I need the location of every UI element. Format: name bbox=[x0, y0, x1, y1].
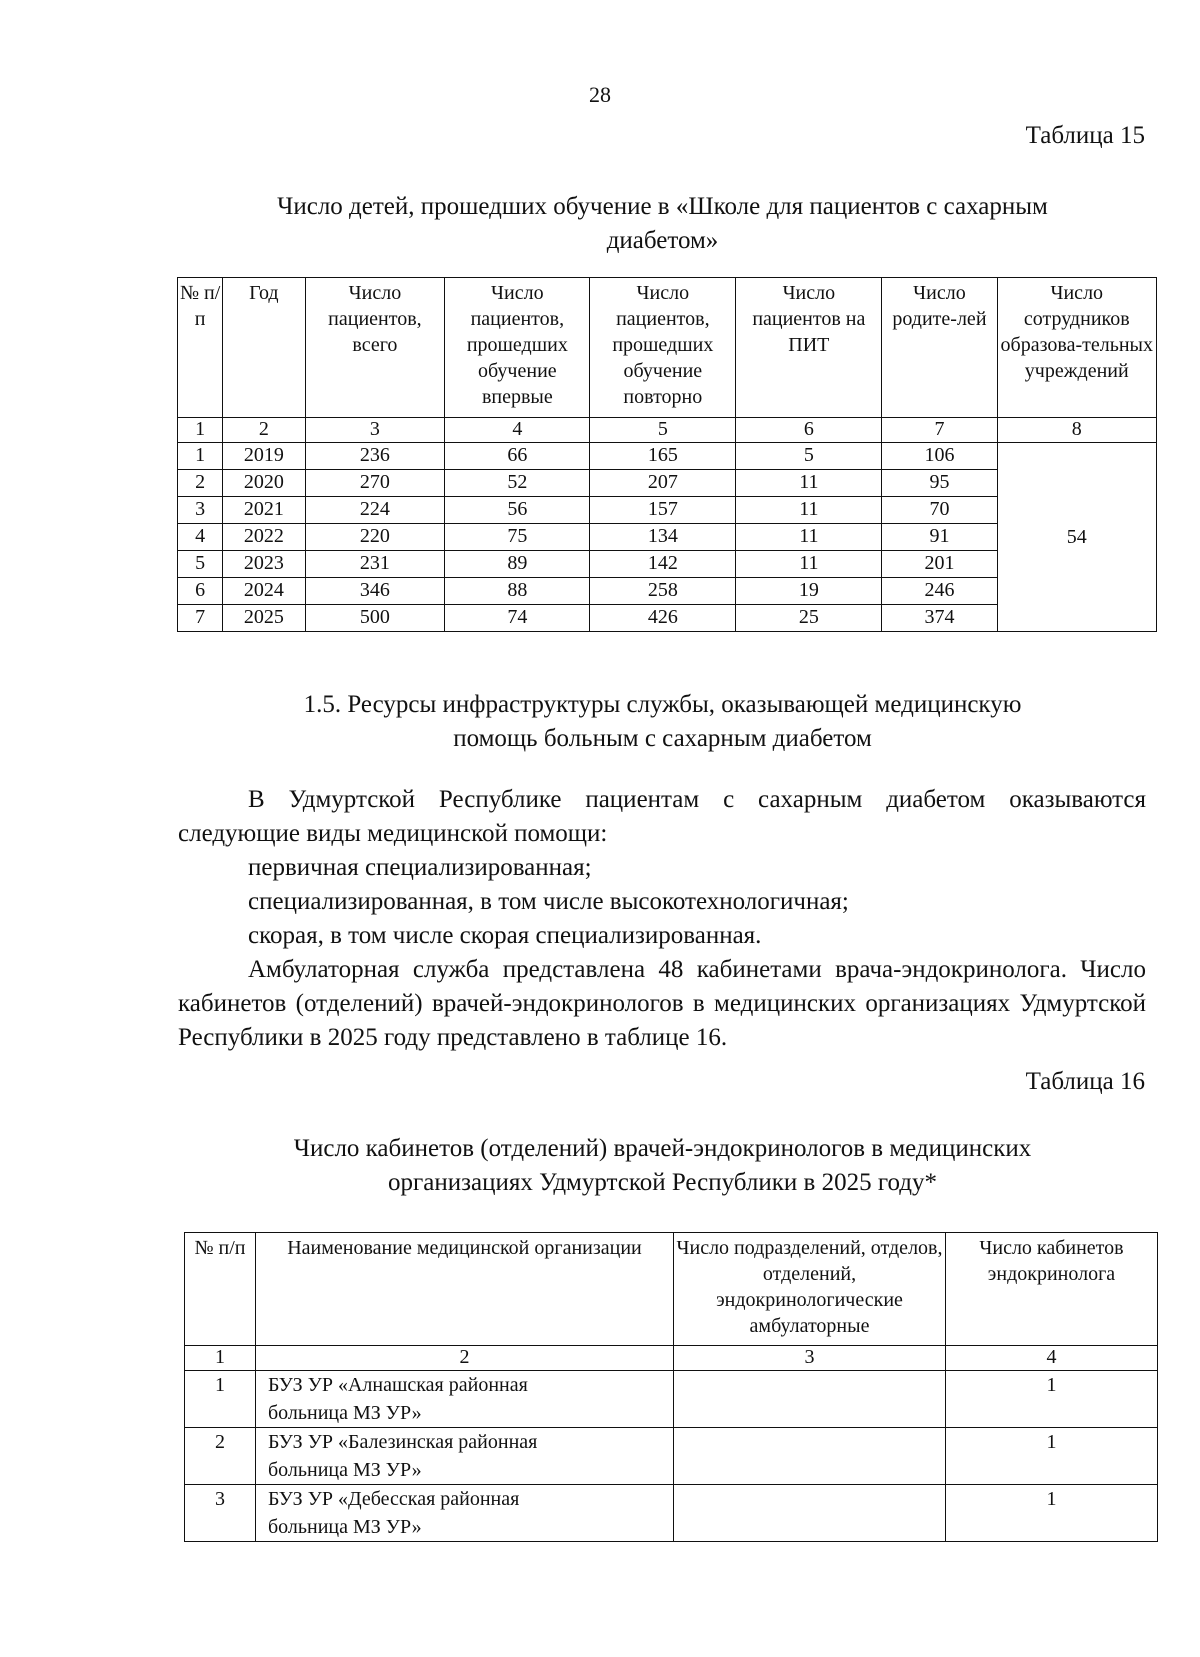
table-row bbox=[185, 1428, 1158, 1485]
table16-header-row bbox=[185, 1233, 1158, 1346]
table15-colnum: 1 bbox=[178, 418, 223, 443]
table15-cell: 142 bbox=[590, 551, 736, 578]
table15-cell: 224 bbox=[305, 497, 445, 524]
table16-colnum: 4 bbox=[946, 1346, 1158, 1371]
table16-header-org: Наименование медицинской организации bbox=[256, 1233, 674, 1346]
section-title-line2: помощь больным с сахарным диабетом bbox=[453, 725, 872, 752]
table15-cell: 5 bbox=[178, 551, 223, 578]
table15-cell: 246 bbox=[882, 578, 997, 605]
table15-cell: 231 bbox=[305, 551, 445, 578]
table15-header-staff: Число сотрудников образова-тельных учреждений bbox=[997, 278, 1156, 418]
table16-num-cell: 3 bbox=[185, 1485, 256, 1542]
table15-cell: 19 bbox=[736, 578, 882, 605]
table15-cell: 70 bbox=[882, 497, 997, 524]
table15-cell: 2023 bbox=[223, 551, 305, 578]
table15-header-total: Число пациентов, всего bbox=[305, 278, 445, 418]
table15-cell: 165 bbox=[590, 443, 736, 470]
page-number: 28 bbox=[589, 82, 611, 107]
table15-cell: 258 bbox=[590, 578, 736, 605]
table15-colnum: 3 bbox=[305, 418, 445, 443]
table15-cell: 66 bbox=[445, 443, 590, 470]
table15-cell: 56 bbox=[445, 497, 590, 524]
table15-cell: 2019 bbox=[223, 443, 305, 470]
org-name-line1: БУЗ УР «Дебесская районная bbox=[268, 1488, 520, 1510]
org-name-line1: БУЗ УР «Балезинская районная bbox=[268, 1431, 538, 1453]
table15-cell: 5 bbox=[736, 443, 882, 470]
table15-cell: 236 bbox=[305, 443, 445, 470]
list-item: первичная специализированная; bbox=[248, 854, 592, 881]
table15-colnum: 2 bbox=[223, 418, 305, 443]
table15-cell: 2022 bbox=[223, 524, 305, 551]
table15-colnum: 8 bbox=[997, 418, 1156, 443]
table15-cell: 11 bbox=[736, 470, 882, 497]
table16-cabinets-cell: 1 bbox=[946, 1371, 1158, 1428]
table15-cell: 89 bbox=[445, 551, 590, 578]
table15-cell: 2 bbox=[178, 470, 223, 497]
table15-header-num: № п/п bbox=[178, 278, 223, 418]
table15-header-pit: Число пациентов на ПИТ bbox=[736, 278, 882, 418]
table16-colnum: 3 bbox=[674, 1346, 946, 1371]
table-row bbox=[185, 1371, 1158, 1428]
table16 bbox=[184, 1232, 1158, 1542]
table16-departments-cell bbox=[674, 1485, 946, 1542]
table15-caption: Таблица 15 bbox=[1025, 122, 1145, 149]
table15-cell: 91 bbox=[882, 524, 997, 551]
table16-num-cell: 1 bbox=[185, 1371, 256, 1428]
table15-cell: 374 bbox=[882, 605, 997, 632]
table15-cell: 220 bbox=[305, 524, 445, 551]
table15-header-row bbox=[178, 278, 1157, 418]
table15-cell: 426 bbox=[590, 605, 736, 632]
org-name-line2: больница МЗ УР» bbox=[268, 1402, 422, 1424]
body-text bbox=[178, 783, 1146, 1055]
table15-cell: 74 bbox=[445, 605, 590, 632]
table16-org-cell bbox=[256, 1485, 674, 1542]
table15-title-line2: диабетом» bbox=[606, 227, 719, 254]
table15-cell: 270 bbox=[305, 470, 445, 497]
table15-colnum: 5 bbox=[590, 418, 736, 443]
table16-org-cell bbox=[256, 1428, 674, 1485]
org-name-line1: БУЗ УР «Алнашская районная bbox=[268, 1374, 528, 1396]
table16-org-cell bbox=[256, 1371, 674, 1428]
table16-colnum: 2 bbox=[256, 1346, 674, 1371]
table15-header-first: Число пациентов, прошедших обучение впервые bbox=[445, 278, 590, 418]
table16-caption: Таблица 16 bbox=[1025, 1068, 1145, 1095]
table15-cell: 6 bbox=[178, 578, 223, 605]
table-row bbox=[185, 1485, 1158, 1542]
table15-cell: 500 bbox=[305, 605, 445, 632]
table15-cell: 52 bbox=[445, 470, 590, 497]
table16-num-cell: 2 bbox=[185, 1428, 256, 1485]
list-item: скорая, в том числе скорая специализированная. bbox=[248, 922, 762, 949]
body-paragraph: В Удмуртской Республике пациентам с сахарным диабетом оказываются следующие виды медицинской помощи: bbox=[178, 786, 1146, 847]
table15-colnum: 4 bbox=[445, 418, 590, 443]
table15-title bbox=[175, 190, 1150, 258]
table15-column-numbers-row bbox=[178, 418, 1157, 443]
table15-cell: 201 bbox=[882, 551, 997, 578]
table15-cell: 1 bbox=[178, 443, 223, 470]
body-paragraph: Амбулаторная служба представлена 48 кабинетами врача-эндокринолога. Число кабинетов (отделений) врачей-эндокринологов в медицинских организациях Удмуртской Республики в 2025 году представлено в таблице 16. bbox=[178, 956, 1146, 1051]
table15-cell: 157 bbox=[590, 497, 736, 524]
table16-title-line1: Число кабинетов (отделений) врачей-эндокринологов в медицинских bbox=[293, 1135, 1032, 1162]
table15-header-parents: Число родите-лей bbox=[882, 278, 997, 418]
table15-cell: 11 bbox=[736, 551, 882, 578]
table15-cell: 95 bbox=[882, 470, 997, 497]
table16-title bbox=[175, 1132, 1150, 1200]
table16-departments-cell bbox=[674, 1428, 946, 1485]
table15-cell: 88 bbox=[445, 578, 590, 605]
table15-cell: 25 bbox=[736, 605, 882, 632]
table15-cell: 2020 bbox=[223, 470, 305, 497]
table16-header-cabinets: Число кабинетов эндокринолога bbox=[946, 1233, 1158, 1346]
table15-cell: 75 bbox=[445, 524, 590, 551]
table15-cell: 7 bbox=[178, 605, 223, 632]
table15-title-line1: Число детей, прошедших обучение в «Школе для пациентов с сахарным bbox=[277, 193, 1048, 220]
table15-cell: 3 bbox=[178, 497, 223, 524]
table15-cell: 11 bbox=[736, 497, 882, 524]
org-name-line2: больница МЗ УР» bbox=[268, 1459, 422, 1481]
table16-column-numbers-row bbox=[185, 1346, 1158, 1371]
table16-title-line2: организациях Удмуртской Республики в 2025 году* bbox=[388, 1169, 937, 1196]
table15-cell: 134 bbox=[590, 524, 736, 551]
org-name-line2: больница МЗ УР» bbox=[268, 1516, 422, 1538]
table15-cell: 207 bbox=[590, 470, 736, 497]
table15-colnum: 6 bbox=[736, 418, 882, 443]
table16-colnum: 1 bbox=[185, 1346, 256, 1371]
section-title-line1: 1.5. Ресурсы инфраструктуры службы, оказывающей медицинскую bbox=[303, 691, 1022, 718]
table15 bbox=[177, 277, 1157, 632]
table16-cabinets-cell: 1 bbox=[946, 1428, 1158, 1485]
table16-departments-cell bbox=[674, 1371, 946, 1428]
table15-cell: 346 bbox=[305, 578, 445, 605]
table15-header-repeat: Число пациентов, прошедших обучение повторно bbox=[590, 278, 736, 418]
table15-staff-value: 54 bbox=[997, 443, 1156, 632]
table15-cell: 2025 bbox=[223, 605, 305, 632]
table-row bbox=[178, 443, 1157, 470]
table16-cabinets-cell: 1 bbox=[946, 1485, 1158, 1542]
table15-cell: 11 bbox=[736, 524, 882, 551]
table16-header-departments: Число подразделений, отделов, отделений, эндокринологические амбулаторные bbox=[674, 1233, 946, 1346]
list-item: специализированная, в том числе высокотехнологичная; bbox=[248, 888, 849, 915]
table15-cell: 106 bbox=[882, 443, 997, 470]
table15-header-year: Год bbox=[223, 278, 305, 418]
table15-colnum: 7 bbox=[882, 418, 997, 443]
section-title bbox=[175, 688, 1150, 756]
table15-cell: 2024 bbox=[223, 578, 305, 605]
table15-cell: 4 bbox=[178, 524, 223, 551]
table16-header-num: № п/п bbox=[185, 1233, 256, 1346]
table15-cell: 2021 bbox=[223, 497, 305, 524]
